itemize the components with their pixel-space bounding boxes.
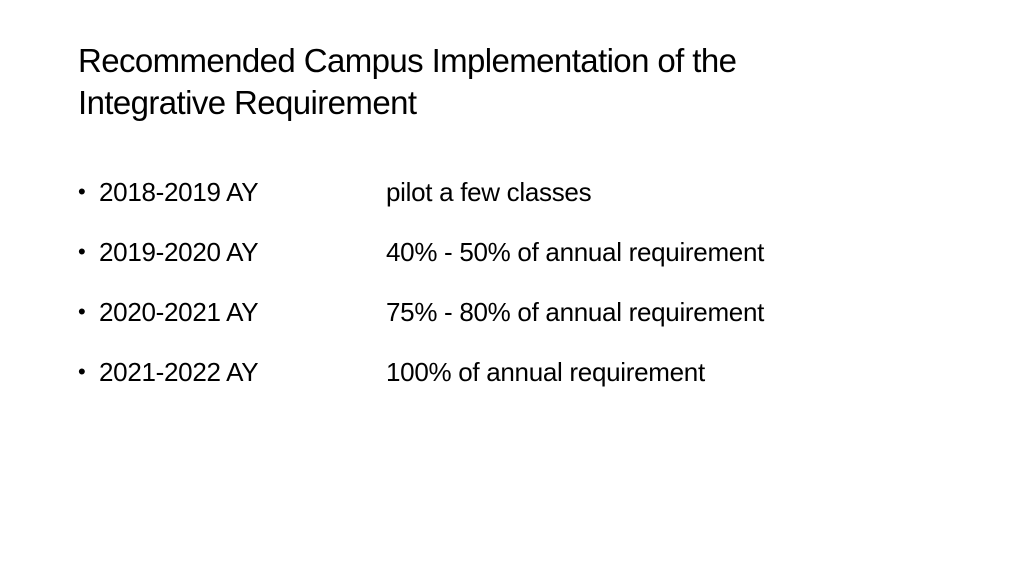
slide-title-line-1: Recommended Campus Implementation of the	[78, 42, 737, 79]
bullet-icon: •	[78, 179, 86, 204]
implementation-target: 100% of annual requirement	[386, 357, 705, 387]
implementation-target: 75% - 80% of annual requirement	[386, 297, 765, 327]
slide-title-line-2: Integrative Requirement	[78, 84, 417, 121]
academic-year: 2020-2021 AY	[99, 297, 259, 327]
academic-year: 2021-2022 AY	[99, 357, 259, 387]
bullet-icon: •	[78, 359, 86, 384]
timeline-item-2020-2021	[78, 290, 978, 350]
timeline-item-2021-2022	[78, 350, 978, 410]
timeline-item-2018-2019	[78, 170, 978, 230]
slide-title	[78, 40, 938, 124]
timeline-list	[78, 170, 978, 410]
academic-year: 2019-2020 AY	[99, 237, 259, 267]
implementation-target: pilot a few classes	[386, 177, 592, 207]
implementation-target: 40% - 50% of annual requirement	[386, 237, 765, 267]
timeline-item-2019-2020	[78, 230, 978, 290]
bullet-icon: •	[78, 299, 86, 324]
bullet-icon: •	[78, 239, 86, 264]
academic-year: 2018-2019 AY	[99, 177, 259, 207]
